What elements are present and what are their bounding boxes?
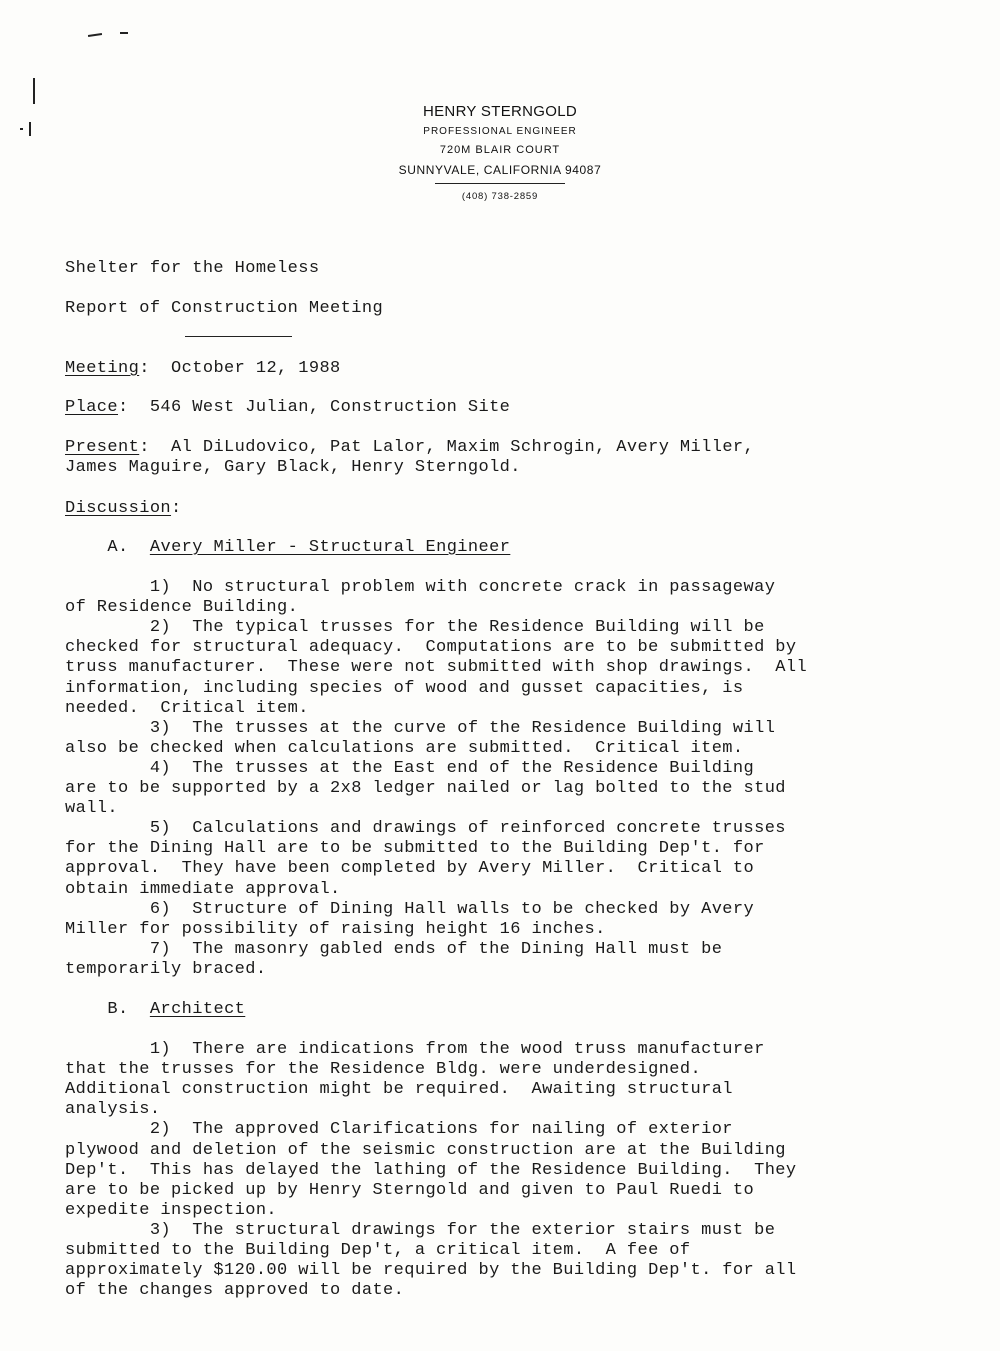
text-line: analysis. — [65, 1100, 161, 1120]
text-line: information, including species of wood and gusset capacities, is — [65, 678, 744, 698]
text-line: submitted to the Building Dep't, a critical item. A fee of — [65, 1241, 691, 1260]
text-line: that the trusses for the Residence Bldg. were underdesigned. — [65, 1060, 702, 1080]
place-label: Place — [65, 398, 119, 417]
letterhead-title: PROFESSIONAL ENGINEER — [423, 126, 577, 137]
letterhead — [350, 102, 650, 204]
present-line: Present: Al DiLudovico, Pat Lalor, Maxim Schrogin, Avery Miller, — [65, 438, 755, 457]
text-line: approximately $120.00 will be required by the Building Dep't. for all — [65, 1261, 797, 1281]
meeting-date: October 12, 1988 — [171, 359, 341, 378]
text-line: of Residence Building. — [65, 598, 299, 618]
text-line: for the Dining Hall are to be submitted to the Building Dep't. for — [65, 839, 765, 859]
section-a-letter: A. — [107, 538, 129, 557]
text-line: Dep't. This has delayed the lathing of the Residence Building. They — [65, 1160, 797, 1180]
letterhead-street: 720M BLAIR COURT — [439, 144, 561, 156]
text-line: 4) The trusses at the East end of the Residence Building — [65, 758, 755, 778]
scan-mark — [29, 122, 31, 136]
text-line: 5) Calculations and drawings of reinforced concrete trusses — [65, 819, 786, 839]
section-b-title: Architect — [149, 1000, 246, 1019]
section-a-heading — [65, 538, 510, 558]
letterhead-name: HENRY STERNGOLD — [423, 103, 577, 120]
text-line: checked for structural adequacy. Computations are to be submitted by — [65, 638, 797, 658]
text-line: needed. Critical item. — [65, 698, 309, 718]
text-line: obtain immediate approval. — [65, 879, 341, 899]
report-title: Report of Construction Meeting — [65, 299, 384, 318]
text-line: 1) No structural problem with concrete crack in passageway — [65, 578, 776, 597]
text-line: Additional construction might be required. Awaiting structural — [65, 1080, 733, 1100]
text-line: approval. They have been completed by Avery Miller. Critical to — [65, 859, 755, 879]
place-value: 546 West Julian, Construction Site — [149, 398, 511, 417]
text-line: expedite inspection. — [65, 1200, 278, 1220]
meeting-line: Meeting: October 12, 1988 — [65, 359, 341, 378]
text-line: 7) The masonry gabled ends of the Dining Hall must be — [65, 939, 723, 959]
section-b-letter: B. — [107, 1000, 129, 1019]
scan-mark — [33, 78, 35, 104]
scan-mark — [20, 128, 23, 130]
text-line: truss manufacturer. These were not submitted with shop drawings. All — [65, 658, 808, 678]
text-line: 6) Structure of Dining Hall walls to be checked by Avery — [65, 899, 755, 919]
present-label: Present — [65, 438, 140, 457]
place-line: Place: 546 West Julian, Construction Site — [65, 398, 511, 417]
scan-mark — [88, 33, 102, 37]
discussion-line: Discussion: — [65, 499, 182, 518]
letterhead-city: SUNNYVALE, CALIFORNIA 94087 — [398, 163, 602, 177]
text-line: 2) The typical trusses for the Residence Building will be — [65, 618, 765, 638]
letterhead-rule — [435, 183, 565, 184]
text-line: of the changes approved to date. — [65, 1281, 405, 1301]
present-names: Al DiLudovico, Pat Lalor, Maxim Schrogin, Avery Miller, — [171, 438, 755, 457]
section-b-heading — [65, 1000, 245, 1020]
text-line: also be checked when calculations are submitted. Critical item. — [65, 738, 744, 758]
discussion-label: Discussion — [65, 499, 172, 518]
text-line: 1) There are indications from the wood truss manufacturer — [65, 1040, 765, 1059]
letterhead-phone: (408) 738-2859 — [461, 191, 539, 202]
text-line: wall. — [65, 799, 119, 819]
text-line: 3) The structural drawings for the exterior stairs must be — [65, 1220, 776, 1240]
title-rule — [185, 336, 292, 337]
present-line-2: James Maguire, Gary Black, Henry Sterngold. — [65, 458, 521, 477]
text-line: 2) The approved Clarifications for nailing of exterior — [65, 1120, 733, 1140]
project-title: Shelter for the Homeless — [65, 259, 320, 278]
text-line: 3) The trusses at the curve of the Residence Building will — [65, 718, 776, 738]
scan-mark — [120, 32, 128, 34]
meeting-label: Meeting — [65, 359, 140, 378]
text-line: are to be picked up by Henry Sterngold and given to Paul Ruedi to — [65, 1180, 755, 1200]
text-line: Miller for possibility of raising height 16 inches. — [65, 919, 606, 939]
text-line: plywood and deletion of the seismic construction are at the Building — [65, 1140, 786, 1160]
text-line: temporarily braced. — [65, 959, 267, 979]
text-line: are to be supported by a 2x8 ledger nailed or lag bolted to the stud — [65, 779, 786, 798]
section-a-title: Avery Miller - Structural Engineer — [149, 538, 511, 557]
